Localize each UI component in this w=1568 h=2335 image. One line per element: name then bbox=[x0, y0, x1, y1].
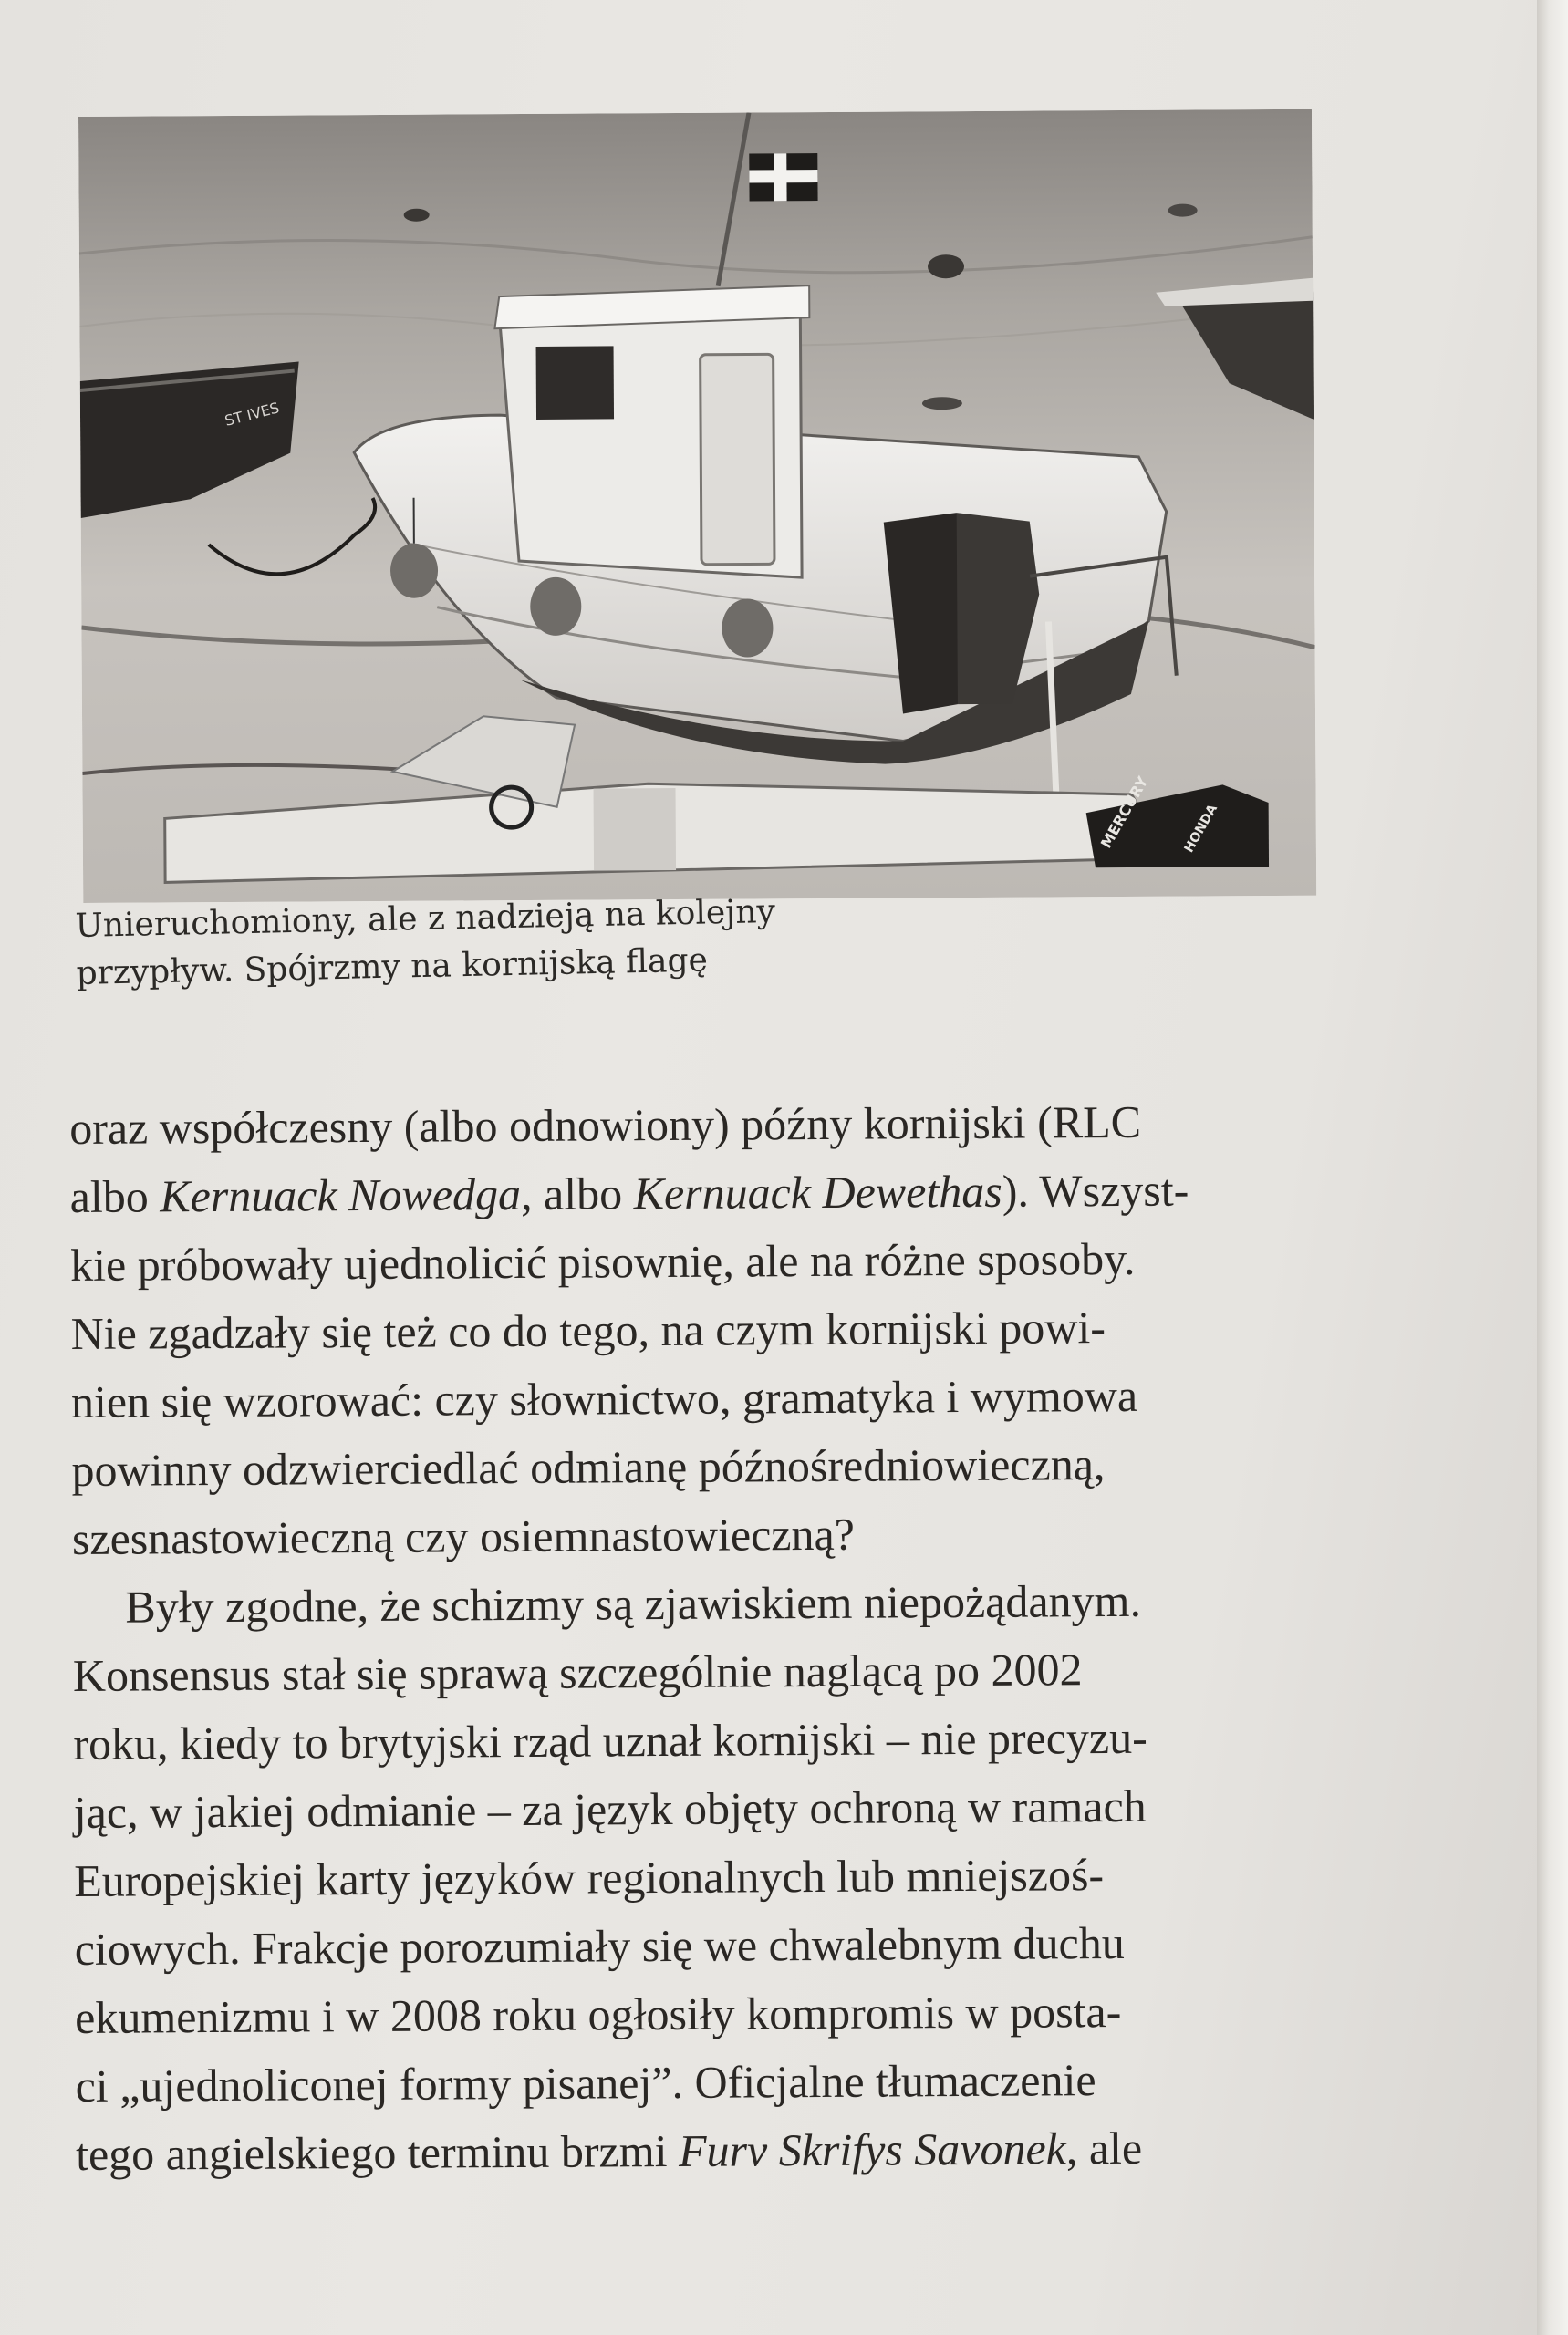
figure-caption bbox=[75, 884, 989, 998]
boat-name-label: ST IVES bbox=[223, 399, 282, 430]
italic-term: Furv Skrifys Savonek bbox=[678, 2122, 1067, 2176]
boat-photo-svg bbox=[78, 109, 1316, 903]
text-span: tego angielskiego terminu brzmi bbox=[75, 2124, 680, 2180]
caption-line: przypływ. Spójrzmy na kornijską flagę bbox=[76, 941, 709, 992]
text-line: oraz współczesny (albo odnowiony) późny kornijski (RLC bbox=[69, 1095, 1142, 1154]
text-span: ). Wszyst- bbox=[1002, 1164, 1189, 1217]
body-text bbox=[69, 1086, 1353, 2189]
fender bbox=[390, 544, 438, 598]
text-line: roku, kiedy to brytyjski rząd uznał kornijski – nie precyzu- bbox=[73, 1711, 1147, 1769]
text-line: nien się wzorować: czy słownictwo, gramatyka i wymowa bbox=[70, 1369, 1138, 1427]
text-line: ci „ujednoliconej formy pisanej”. Oficjalne tłumaczenie bbox=[75, 2054, 1096, 2112]
italic-term: Kernuack Dewethas bbox=[633, 1165, 1002, 1219]
cornish-flag bbox=[749, 153, 817, 201]
text-line: powinny odzwierciedlać odmianę późnośredniowieczną, bbox=[71, 1438, 1106, 1496]
text-line: Konsensus stał się sprawą szczególnie naglącą po 2002 bbox=[72, 1644, 1083, 1701]
paragraph bbox=[72, 1565, 1353, 2189]
text-line: Nie zgadzały się też co do tego, na czym kornijski powi- bbox=[70, 1302, 1106, 1359]
outboard-brand-label: MERCURY bbox=[1096, 773, 1152, 852]
text-line bbox=[69, 1155, 1346, 1231]
text-line bbox=[76, 2112, 1353, 2189]
text-span: , albo bbox=[520, 1168, 634, 1219]
fender bbox=[530, 577, 581, 636]
text-line: Europejskiej karty języków regionalnych lub mniejszoś- bbox=[74, 1849, 1105, 1906]
text-line: szesnastowieczną czy osiemnastowieczną? bbox=[71, 1508, 856, 1564]
page-edge bbox=[1537, 0, 1568, 2335]
text-span: , ale bbox=[1065, 2122, 1143, 2174]
text-line: kie próbowały ujednolicić pisownię, ale na różne sposoby. bbox=[69, 1232, 1136, 1291]
text-line: jąc, w jakiej odmianie – za język objęty ochroną w ramach bbox=[73, 1780, 1147, 1838]
boat-photo bbox=[78, 109, 1316, 903]
text-line: Były zgodne, że schizmy są zjawiskiem niepożądanym. bbox=[125, 1574, 1142, 1633]
paragraph bbox=[69, 1086, 1349, 1573]
text-line: ekumenizmu i w 2008 roku ogłosiły kompromis w posta- bbox=[75, 1985, 1122, 2043]
text-line: ciowych. Frakcje porozumiały się we chwalebnym duchu bbox=[74, 1916, 1125, 1975]
fender bbox=[722, 598, 773, 657]
outboard-brand-label: HONDA bbox=[1181, 802, 1221, 856]
caption-line: Unieruchomiony, ale z nadzieją na kolejny bbox=[75, 892, 776, 945]
italic-term: Kernuack Nowedga bbox=[160, 1168, 522, 1222]
text-span: albo bbox=[69, 1170, 161, 1222]
